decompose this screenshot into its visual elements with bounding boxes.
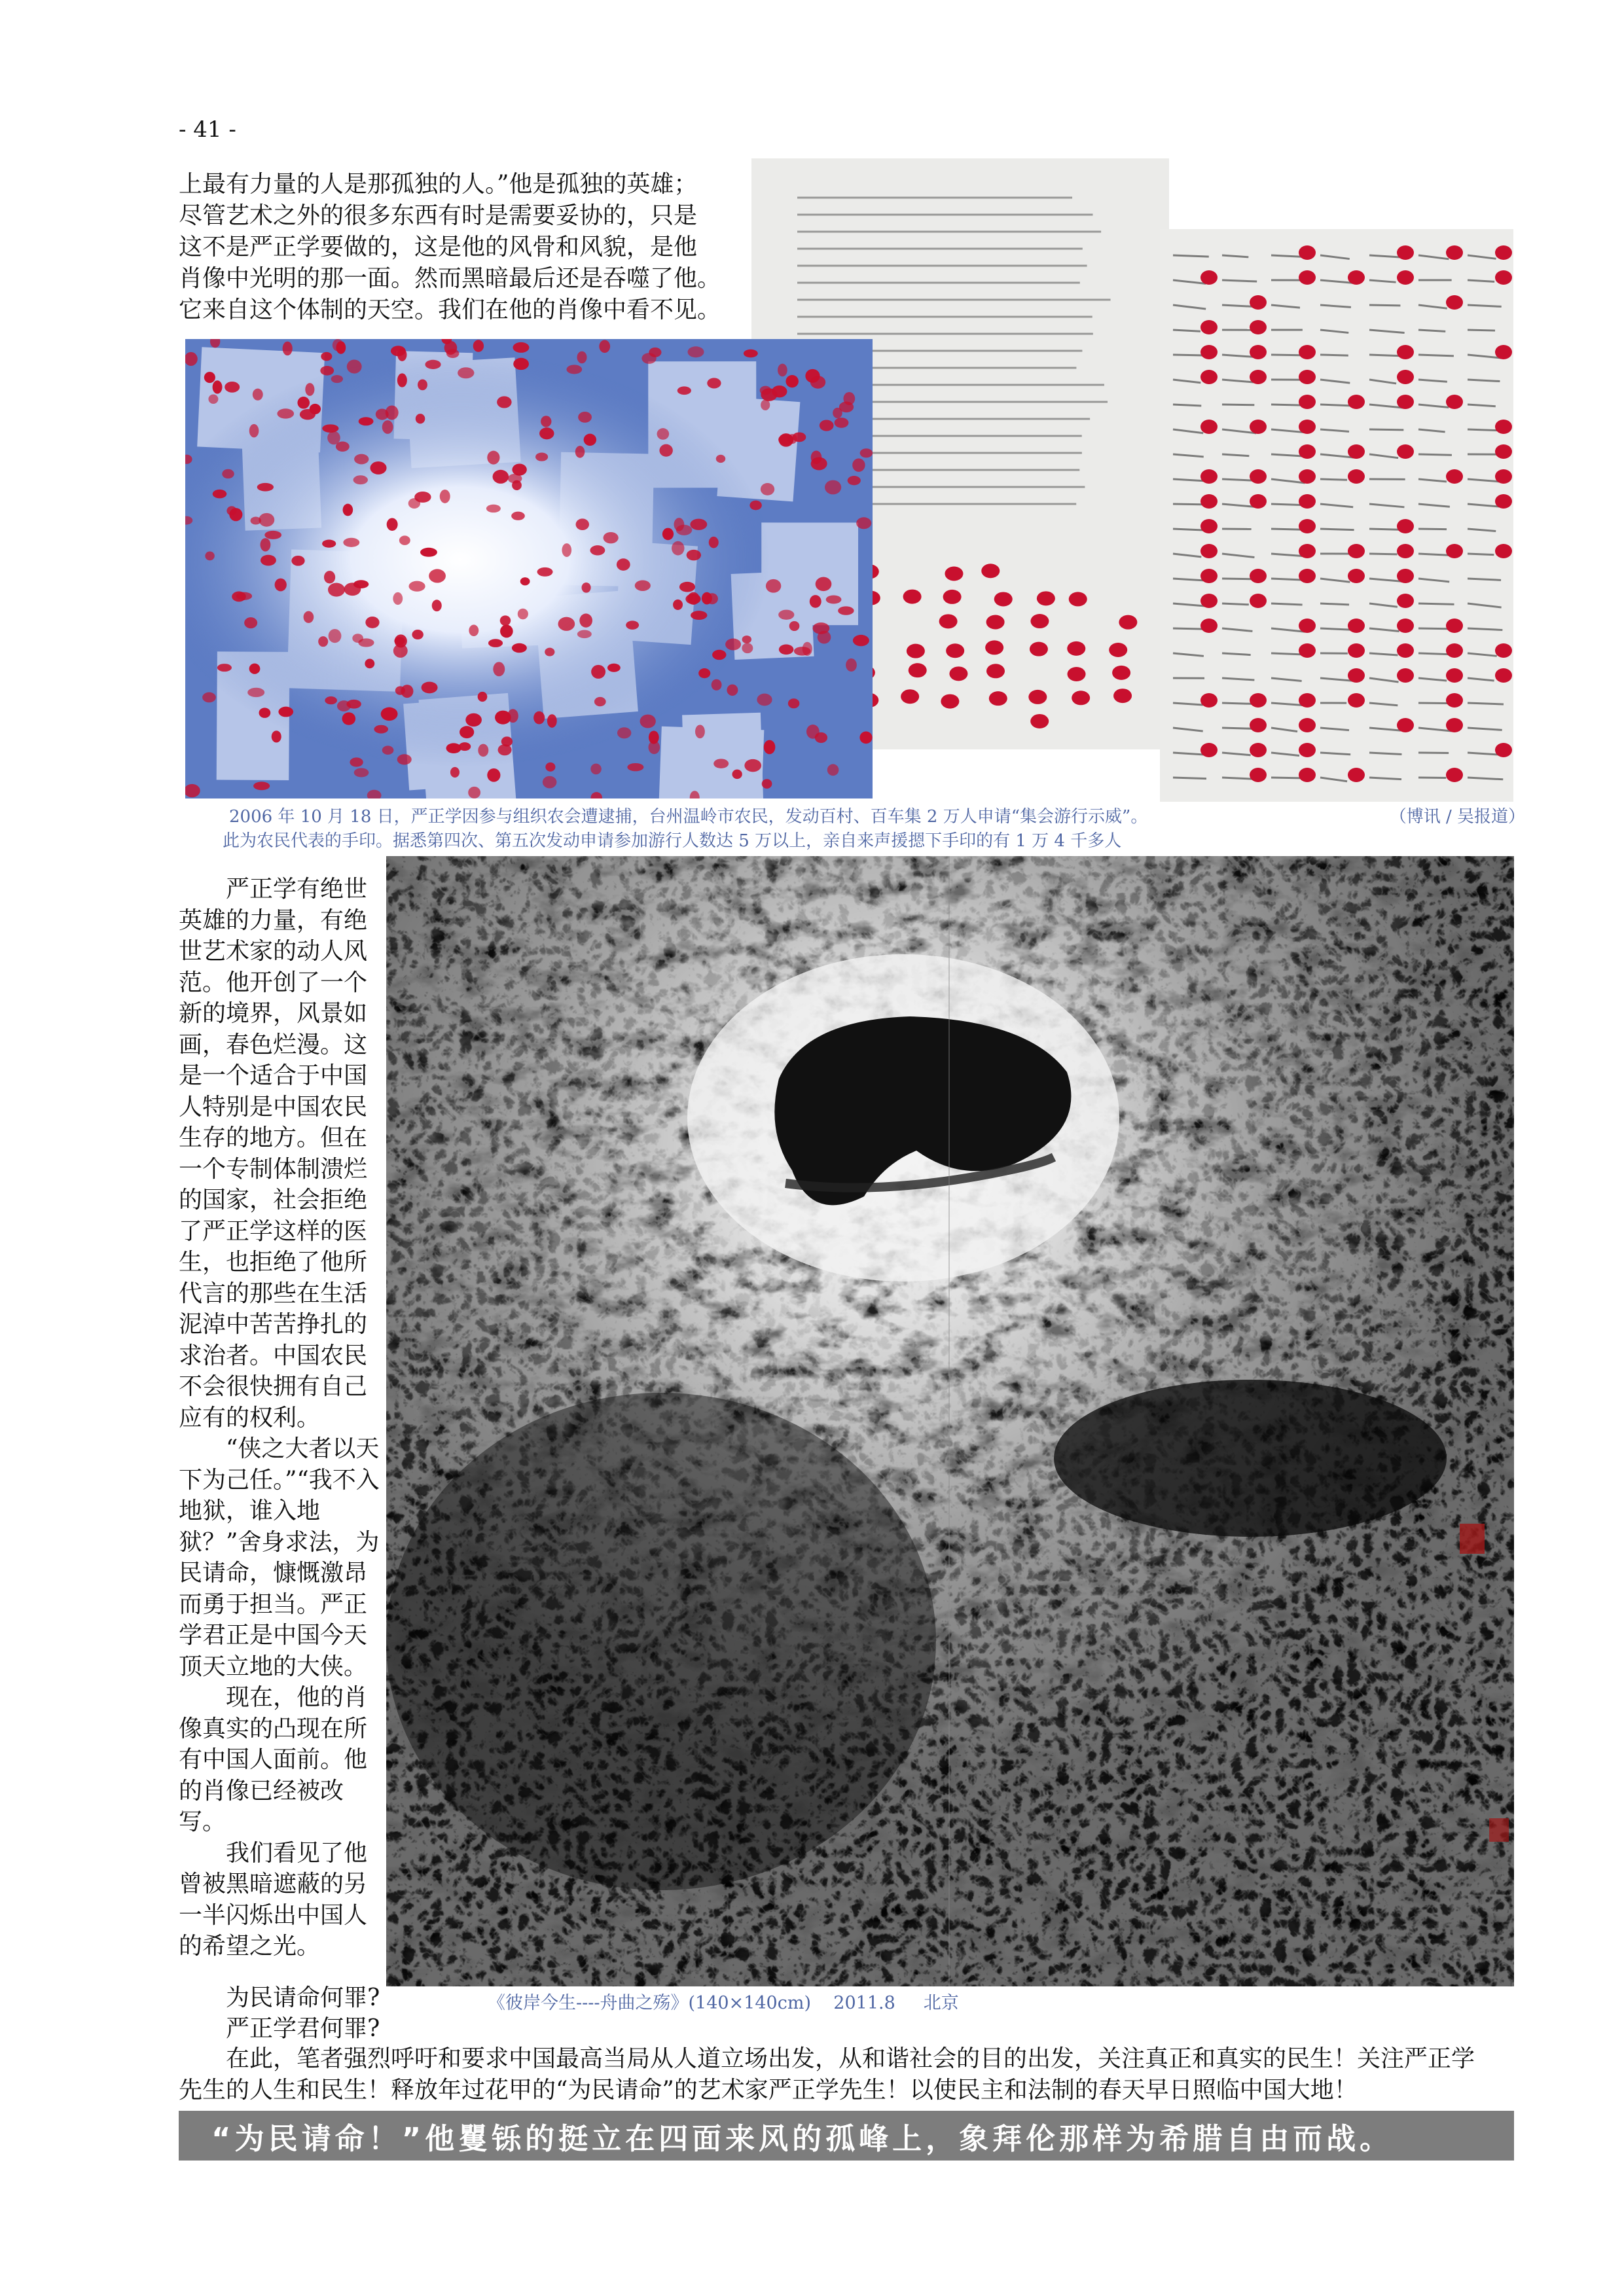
body-paragraph: 我们看见了他曾被黑暗遮蔽的另一半闪烁出中国人的希望之光。 [179, 1839, 368, 1960]
ink-painting [386, 856, 1514, 1986]
body-paragraph: “侠之大者以天下为己任。”“我不入地狱，谁入地狱？”舍身求法，为民请命，慷慨激昂而勇于担当。严正学君正是中国今天顶天立地的大侠。 [179, 1435, 380, 1680]
painting-caption: 《彼岸今生----舟曲之殇》(140×140cm) 2011.8 北京 [488, 1993, 959, 2013]
body-question-2: 严正学君何罪? [226, 2015, 380, 2042]
signature-sheet-photo [1160, 229, 1513, 802]
photo-caption-line2: 此为农民代表的手印。据悉第四次、第五次发动申请参加游行人数达 5 万以上，亲自来声援摁下手印的有 1 万 4 千多人 [223, 831, 1122, 851]
quote-banner-text: “为民请命！”他矍铄的挺立在四面来风的孤峰上，象拜伦那样为希腊自由而战。 [211, 2121, 1394, 2156]
page-number: - 41 - [179, 117, 236, 143]
body-paragraph: 严正学有绝世英雄的力量，有绝世艺术家的动人风范。他开创了一个新的境界，风景如画，春色烂漫。这是一个适合于中国人特别是中国农民生存的地方。但在一个专制体制溃烂的国家，社会拒绝了严正学这样的医生，也拒绝了他所代言的那些在生活泥淖中苦苦挣扎的求治者。中国农民不会很快拥有自己应有的权利。 [179, 876, 368, 1431]
intro-line: 上最有力量的人是那孤独的人。”他是孤独的英雄； [179, 171, 698, 198]
intro-line: 肖像中光明的那一面。然而黑暗最后还是吞噬了他。 [179, 265, 721, 292]
closing-appeal [179, 2043, 1514, 2106]
intro-line: 尽管艺术之外的很多东西有时是需要妥协的，只是 [179, 202, 698, 229]
quote-banner [179, 2111, 1514, 2161]
intro-line: 它来自这个体制的天空。我们在他的肖像中看不见。 [179, 296, 721, 323]
intro-line: 这不是严正学要做的，这是他的风骨和风貌，是他 [179, 234, 698, 260]
photo-caption-line1: 2006 年 10 月 18 日，严正学因参与组织农会遭逮捕，台州温岭市农民，发动百村、百车集 2 万人申请“集会游行示威”。 [229, 807, 1148, 827]
body-paragraph: 现在，他的肖像真实的凸现在所有中国人面前。他的肖像已经被改写。 [179, 1684, 368, 1835]
closing-line: 在此，笔者强烈呼吁和要求中国最高当局从人道立场出发，从和谐社会的目的出发，关注真正和真实的民生！关注严正学 [226, 2045, 1475, 2072]
closing-line: 先生的人生和民生！释放年过花甲的“为民请命”的艺术家严正学先生！以使民主和法制的春天早日照临中国大地！ [179, 2077, 1358, 2104]
body-question-1: 为民请命何罪? [226, 1984, 380, 2011]
photo-caption-credit: （博讯 / 吴报道） [1389, 807, 1525, 827]
fingerprint-wall-photo [185, 339, 873, 798]
article-body [179, 874, 387, 1962]
intro-text [179, 169, 736, 326]
photo-caption [223, 805, 1525, 853]
